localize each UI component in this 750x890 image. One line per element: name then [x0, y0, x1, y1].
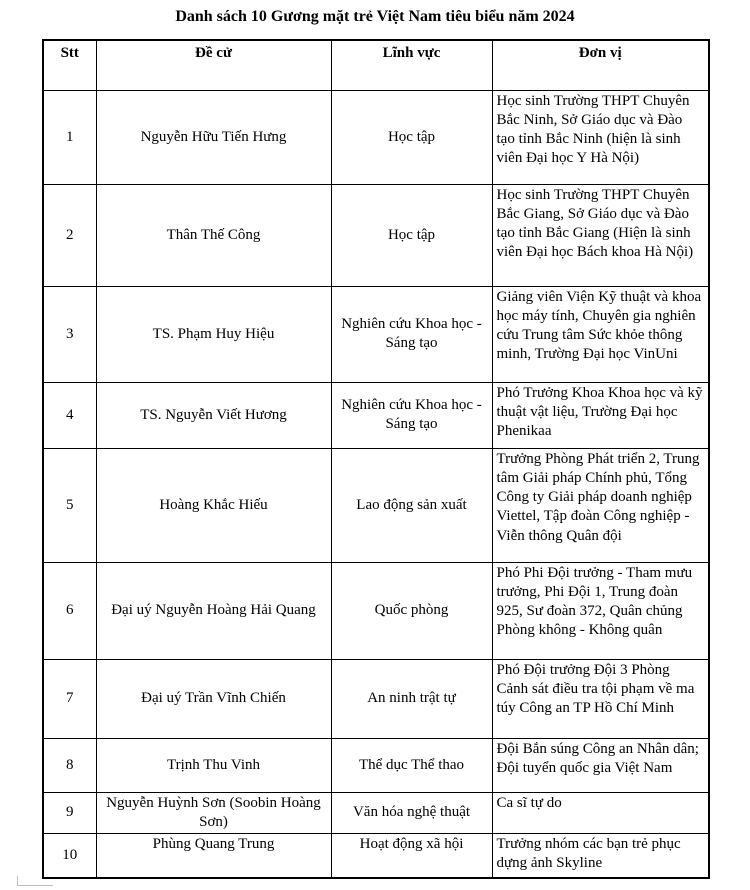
cell-field: Học tập — [331, 184, 492, 286]
cell-field: Nghiên cứu Khoa học -Sáng tạo — [331, 286, 492, 382]
table-row — [43, 90, 709, 184]
cell-stt: 1 — [43, 90, 96, 184]
cell-stt: 6 — [43, 562, 96, 659]
cell-nominee: Thân Thế Công — [96, 184, 331, 286]
cell-nominee: Phùng Quang Trung — [96, 834, 331, 878]
header-row — [43, 40, 709, 91]
cell-unit: Đội Bắn súng Công an Nhân dân; Đội tuyển quốc gia Việt Nam — [492, 738, 709, 792]
cell-field: Nghiên cứu Khoa học -Sáng tạo — [331, 382, 492, 448]
cell-unit: Học sinh Trường THPT Chuyên Bắc Ninh, Sở Giáo dục và Đào tạo tỉnh Bắc Ninh (hiện là sinh viên Đại học Y Hà Nội) — [492, 90, 709, 184]
cell-field: Hoạt động xã hội — [331, 834, 492, 878]
cell-unit: Trưởng Phòng Phát triển 2, Trung tâm Giải pháp Chính phủ, Tổng Công ty Giải pháp doanh nghiệp Viettel, Tập đoàn Công nghiệp - Viễn thông Quân đội — [492, 448, 709, 562]
cell-nominee: TS. Nguyễn Viết Hương — [96, 382, 331, 448]
header-unit: Đơn vị — [492, 40, 709, 91]
cell-nominee: Đại uý Nguyễn Hoàng Hải Quang — [96, 562, 331, 659]
table-row — [43, 834, 709, 878]
cell-field: Lao động sản xuất — [331, 448, 492, 562]
cell-unit: Ca sĩ tự do — [492, 792, 709, 833]
table-row — [43, 562, 709, 659]
cell-unit: Giảng viên Viện Kỹ thuật và khoa học máy tính, Chuyên gia nghiên cứu Trung tâm Sức khỏe thông minh, Trường Đại học VinUni — [492, 286, 709, 382]
cell-unit: Phó Trưởng Khoa Khoa học và kỹ thuật vật liệu, Trường Đại học Phenikaa — [492, 382, 709, 448]
table-row — [43, 738, 709, 792]
cell-field: Văn hóa nghệ thuật — [331, 792, 492, 833]
table-row — [43, 792, 709, 833]
cell-field: Thể dục Thể thao — [331, 738, 492, 792]
cell-stt: 4 — [43, 382, 96, 448]
cell-nominee: Trịnh Thu Vinh — [96, 738, 331, 792]
header-nominee: Đề cử — [96, 40, 331, 91]
table-row — [43, 382, 709, 448]
header-field: Lĩnh vực — [331, 40, 492, 91]
cell-stt: 9 — [43, 792, 96, 833]
cell-unit: Trưởng nhóm các bạn trẻ phục dựng ảnh Skyline — [492, 834, 709, 878]
cell-nominee: Nguyễn Hữu Tiến Hưng — [96, 90, 331, 184]
header-stt: Stt — [43, 40, 96, 91]
table-row — [43, 286, 709, 382]
cell-unit: Phó Phi Đội trưởng - Tham mưu trưởng, Phi Đội 1, Trung đoàn 925, Sư đoàn 372, Quân chủng Phòng không - Không quân — [492, 562, 709, 659]
cell-unit: Phó Đội trưởng Đội 3 Phòng Cảnh sát điều tra tội phạm về ma túy Công an TP Hồ Chí Minh — [492, 659, 709, 738]
nominees-table — [42, 39, 710, 879]
cell-stt: 5 — [43, 448, 96, 562]
table-row — [43, 448, 709, 562]
cell-field: An ninh trật tự — [331, 659, 492, 738]
spreadsheet-grid-artifact — [17, 876, 53, 886]
table-row — [43, 184, 709, 286]
cell-nominee: Đại uý Trần Vĩnh Chiến — [96, 659, 331, 738]
cell-field: Học tập — [331, 90, 492, 184]
cell-nominee: TS. Phạm Huy Hiệu — [96, 286, 331, 382]
cell-field: Quốc phòng — [331, 562, 492, 659]
cell-stt: 3 — [43, 286, 96, 382]
cell-stt: 2 — [43, 184, 96, 286]
table-row — [43, 659, 709, 738]
cell-stt: 8 — [43, 738, 96, 792]
document-title: Danh sách 10 Gương mặt trẻ Việt Nam tiêu biểu năm 2024 — [175, 8, 575, 25]
cell-nominee: Nguyễn Huỳnh Sơn (Soobin Hoàng Sơn) — [96, 792, 331, 833]
cell-stt: 10 — [43, 834, 96, 878]
cell-nominee: Hoàng Khắc Hiếu — [96, 448, 331, 562]
cell-unit: Học sinh Trường THPT Chuyên Bắc Giang, Sở Giáo dục và Đào tạo tỉnh Bắc Giang (Hiện là sinh viên Đại học Bách khoa Hà Nội) — [492, 184, 709, 286]
cell-stt: 7 — [43, 659, 96, 738]
document-page — [0, 7, 750, 879]
